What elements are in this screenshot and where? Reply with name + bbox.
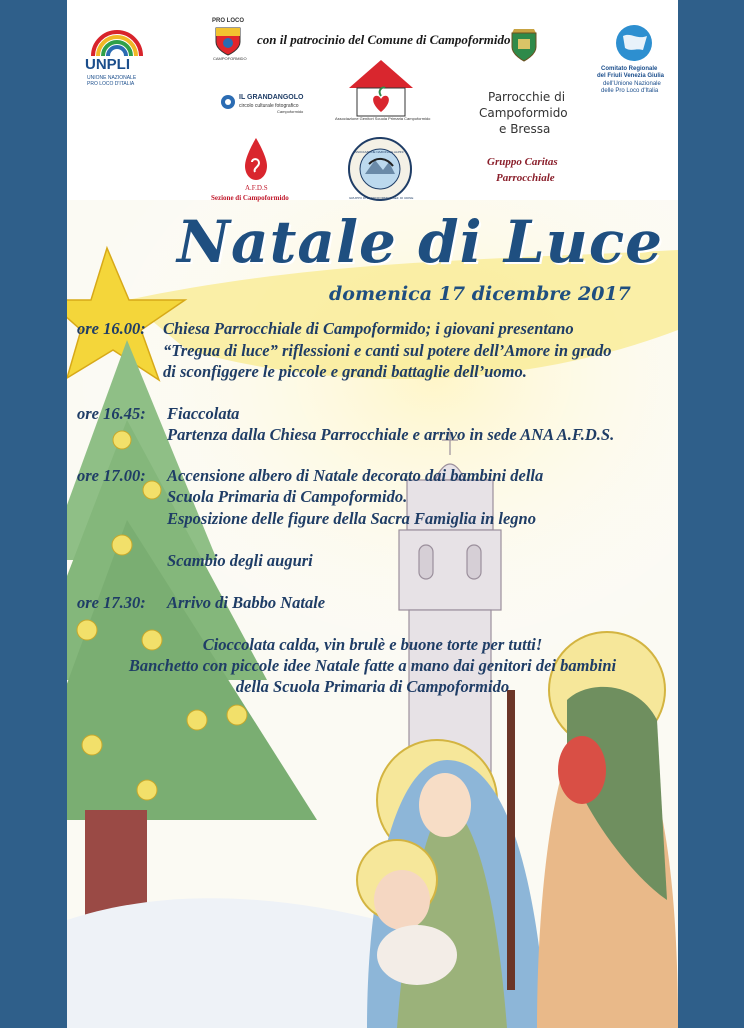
comitato-line-3: dell'Unione Nazionale <box>603 81 661 87</box>
globe-icon <box>613 22 655 64</box>
parrocchie-line-3: e Bressa <box>499 122 551 136</box>
patronage-text: con il patrocinio del Comune di Campoformido <box>257 32 511 47</box>
schedule-line: Scuola Primaria di Campoformido. <box>167 487 408 506</box>
footer-line-2: Banchetto con piccole idee Natale fatte a mano dai genitori dei bambini <box>128 656 617 675</box>
grandangolo-name: IL GRANDANGOLO <box>239 94 304 101</box>
schedule-line: Accensione albero di Natale decorato dai bambini della <box>167 466 544 485</box>
afds-sezione: Sezione di Campoformido <box>211 194 289 202</box>
schedule-line: di sconfiggere le piccole e grandi battaglie dell’uomo. <box>163 362 527 381</box>
parrocchie-line-2: Campoformido <box>479 106 568 120</box>
grandangolo-line-2: circolo culturale fotografico <box>239 103 299 109</box>
scuola-name: Associazione Genitori Scuola Primaria Campoformido <box>335 116 431 121</box>
shield-icon <box>214 26 242 56</box>
schedule-time-1: ore 16.00: <box>77 319 146 338</box>
poster <box>67 0 678 1028</box>
comitato-line-2: del Friuli Venezia Giulia <box>597 73 665 79</box>
event-title: Natale di Luce <box>177 208 664 276</box>
school-house-icon <box>347 58 415 118</box>
proloco-name-bottom: CAMPOFORMIDO <box>213 56 247 61</box>
schedule-line: Esposizione delle figure della Sacra Famiglia in legno <box>167 509 536 528</box>
camera-lens-icon <box>220 94 236 110</box>
schedule-time-2: ore 16.45: <box>77 404 146 423</box>
schedule-line: Scambio degli auguri <box>167 551 313 570</box>
caritas-line-1: Gruppo Caritas <box>487 156 558 168</box>
schedule-time-4: ore 17.30: <box>77 593 146 612</box>
schedule-line: Chiesa Parrocchiale di Campoformido; i giovani presentano <box>163 319 574 338</box>
schedule-line: Fiaccolata <box>167 404 240 423</box>
grandangolo-line-3: Campoformido <box>277 109 304 114</box>
comitato-line-4: delle Pro Loco d'Italia <box>601 88 659 94</box>
schedule-line: Arrivo di Babbo Natale <box>167 593 326 612</box>
footer-line-3: della Scuola Primaria di Campoformido <box>235 677 510 696</box>
unpli-subtitle-2: PRO LOCO D'ITALIA <box>87 81 135 87</box>
footer-line-1: Cioccolata calda, vin brulè e buone torte per tutti! <box>202 635 543 654</box>
parrocchie-line-1: Parrocchie di <box>488 90 566 104</box>
caritas-line-2: Parrocchiale <box>496 172 555 184</box>
comune-crest-icon <box>508 25 540 63</box>
afds-name: A.F.D.S <box>245 184 268 192</box>
event-date: domenica 17 dicembre 2017 <box>329 283 631 305</box>
ana-ring-top: ASSOCIAZIONE NAZIONALE ALPINI <box>353 150 404 154</box>
schedule-line: Partenza dalla Chiesa Parrocchiale e arrivo in sede ANA A.F.D.S. <box>167 425 615 444</box>
unpli-name: UNPLI <box>85 56 130 73</box>
comitato-line-1: Comitato Regionale <box>601 66 658 72</box>
schedule-line: “Tregua di luce” riflessioni e canti sul potere dell’Amore in grado <box>163 341 612 360</box>
blood-drop-icon <box>243 136 269 182</box>
ana-emblem-icon <box>347 136 413 202</box>
schedule-time-3: ore 17.00: <box>77 466 146 485</box>
ana-ring-bottom: GRUPPO DI CAMPOFORMIDO SEZ. DI UDINE <box>349 196 414 200</box>
rainbow-icon <box>89 22 145 58</box>
unpli-subtitle-1: UNIONE NAZIONALE <box>87 75 137 81</box>
proloco-name-top: PRO LOCO <box>212 18 245 24</box>
